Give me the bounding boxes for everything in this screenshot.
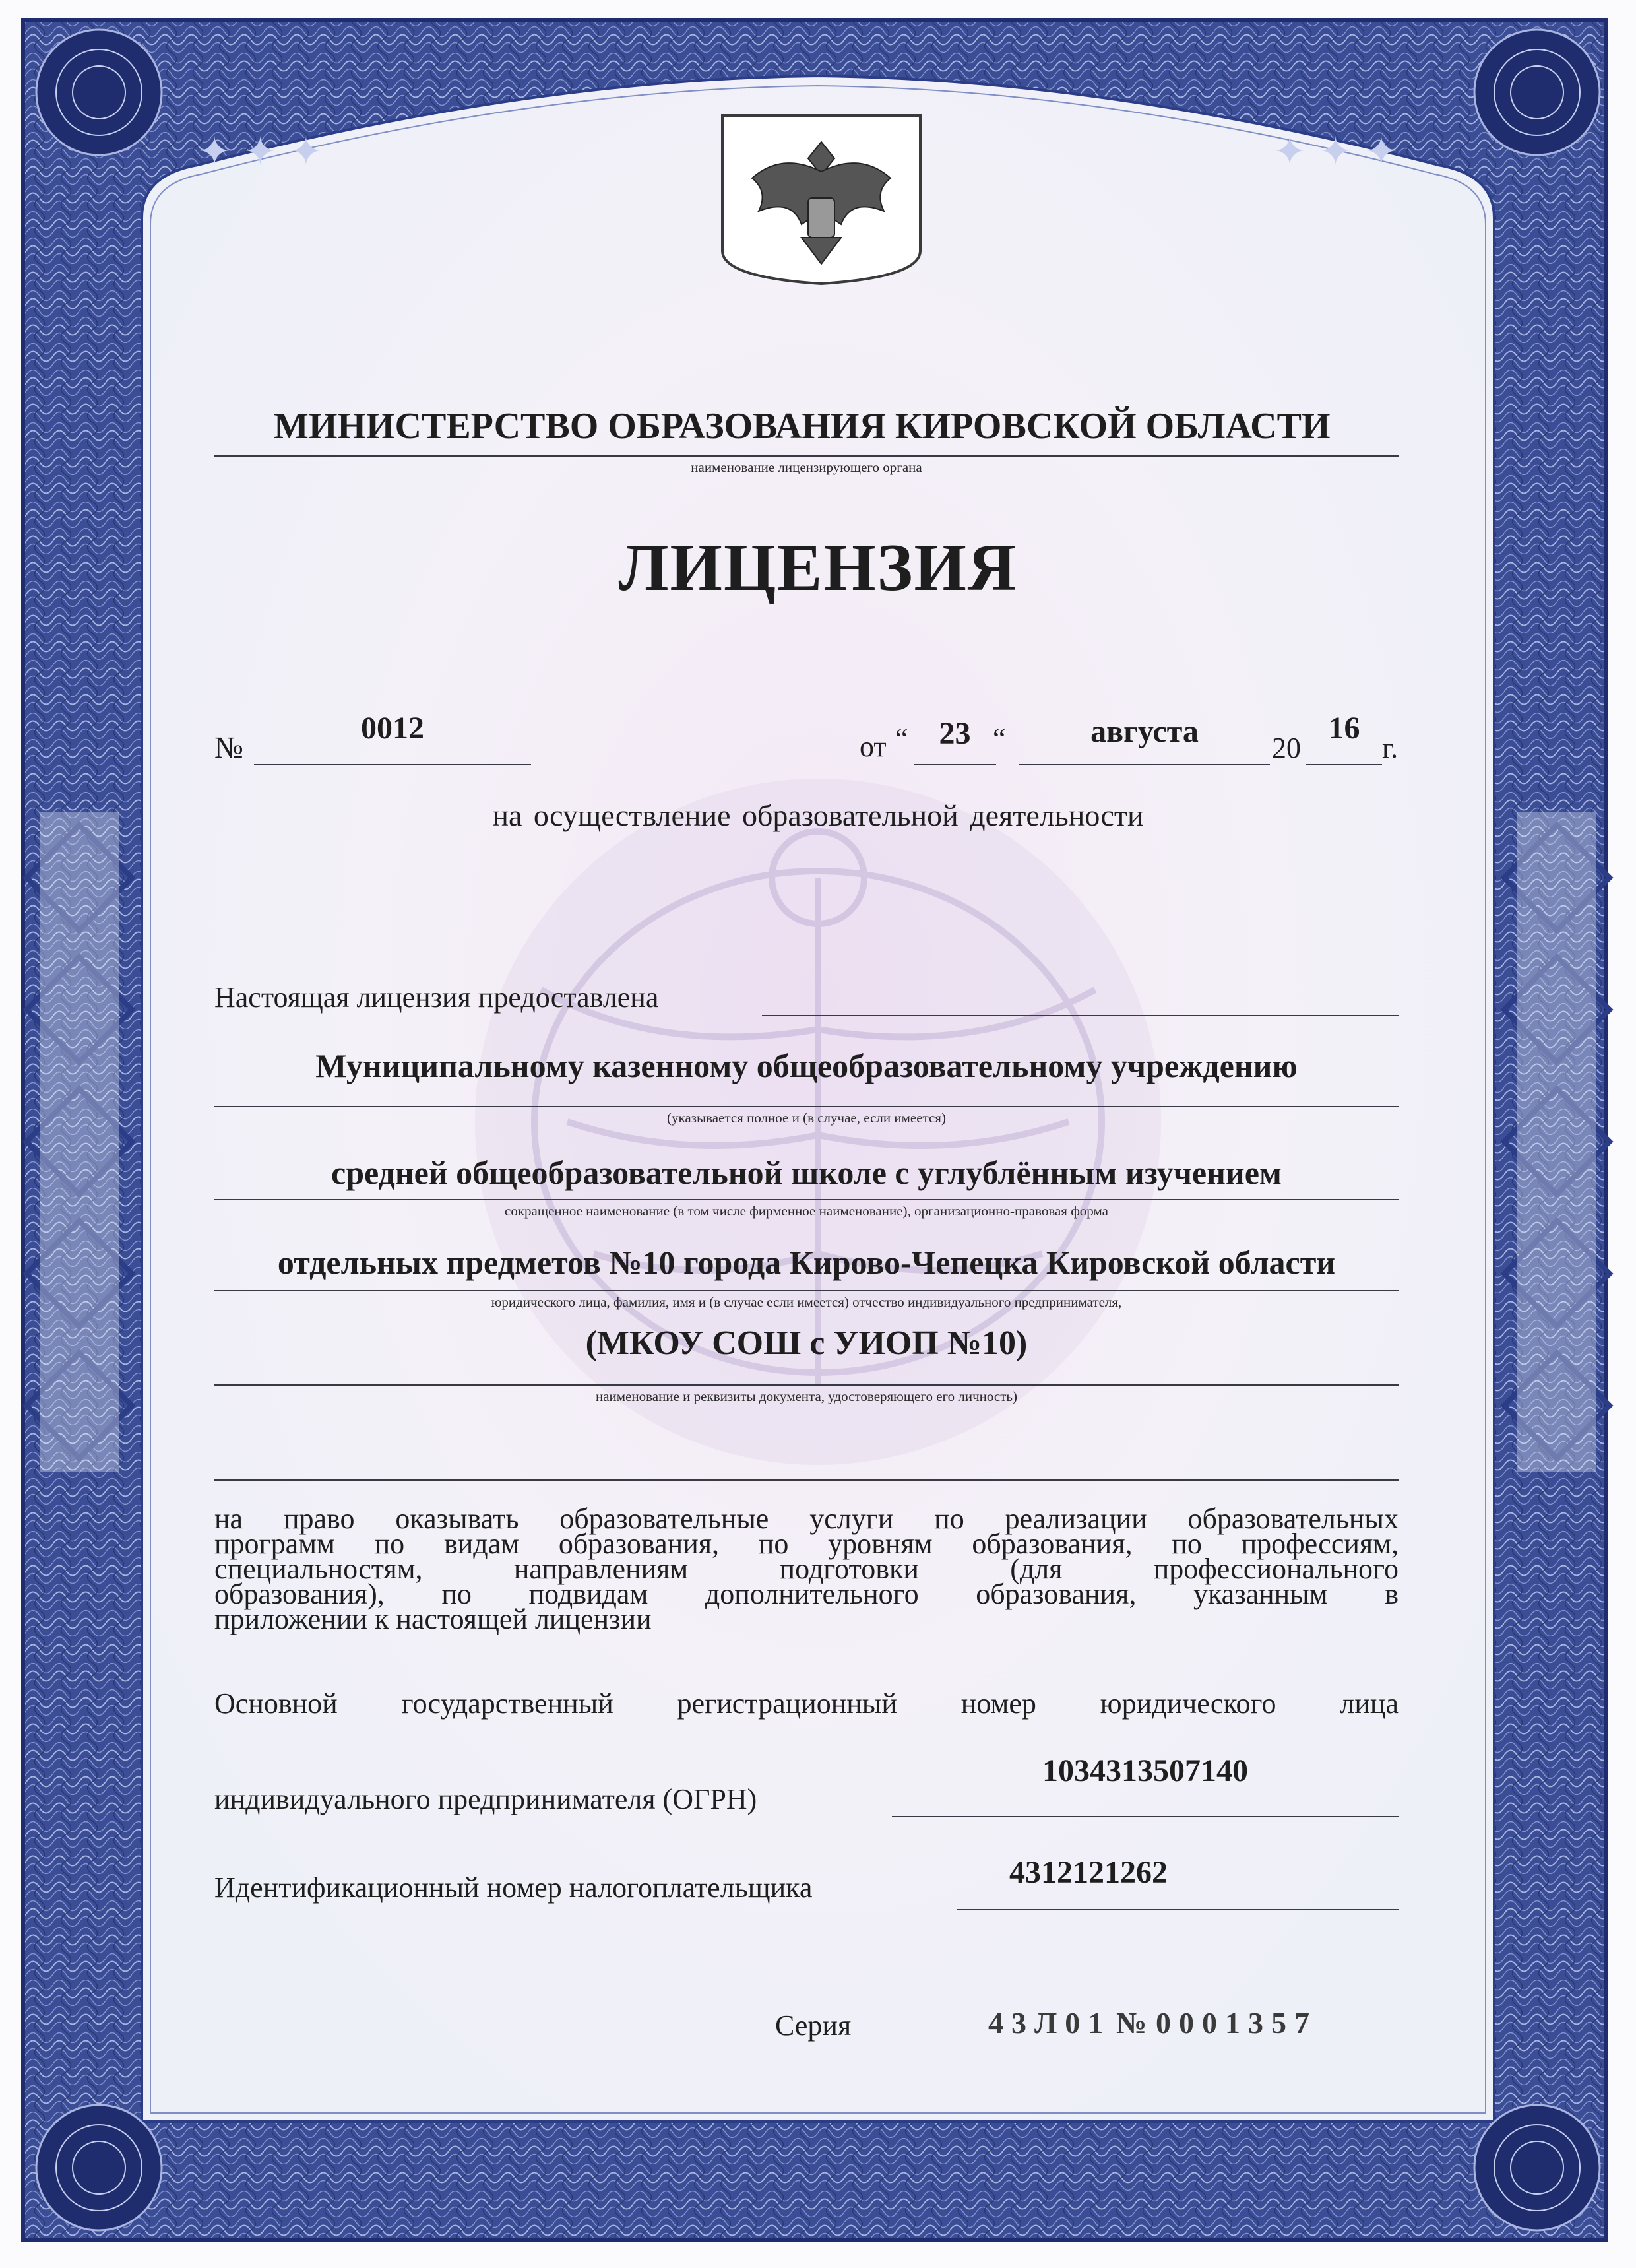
rights-line: специальностям, направлениям подготовки (для профессионального — [214, 1553, 1399, 1585]
grantee-line-1: Муниципальному казенному общеобразовательному учреждению — [315, 1047, 1298, 1084]
authority-underline — [214, 455, 1399, 457]
authority-name: МИНИСТЕРСТВО ОБРАЗОВАНИЯ КИРОВСКОЙ ОБЛАСТИ — [274, 406, 1331, 447]
activity-text: на осуществление образовательной деятельности — [492, 798, 1144, 832]
year-suffix: г. — [1382, 732, 1399, 764]
ogrn-label-text: Основной государственный регистрационный номер юридического лица — [214, 1687, 1399, 1720]
document-title: ЛИЦЕНЗИЯ — [618, 531, 1018, 605]
open-quote: “ — [895, 723, 908, 755]
series-value: 43Л01 — [988, 2006, 1112, 2040]
coat-of-arms-icon — [722, 115, 920, 284]
inn-value: 4312121262 — [1009, 1855, 1168, 1890]
grantee-line-3: отдельных предметов №10 города Кирово-Чепецка Кировской области — [277, 1244, 1336, 1281]
year-prefix: 20 — [1272, 732, 1301, 764]
license-day: 23 — [939, 716, 971, 751]
ogrn-label-line-2: индивидуального предпринимателя (ОГРН) — [214, 1783, 757, 1815]
close-quote: “ — [993, 723, 1006, 755]
grantee-caption-3: юридического лица, фамилия, имя и (в случае если имеется) отчество индивидуального предпринимателя, — [491, 1294, 1122, 1310]
svg-text:✦ ✦ ✦: ✦ ✦ ✦ — [198, 129, 323, 175]
date-prefix: от — [860, 730, 887, 763]
license-year: 16 — [1328, 711, 1360, 746]
grantee-line-4: (МКОУ СОШ с УИОП №10) — [585, 1324, 1028, 1362]
month-underline — [1019, 764, 1270, 765]
grantee-label: Настоящая лицензия предоставлена — [214, 981, 659, 1014]
license-number: 0012 — [361, 711, 424, 746]
ogrn-underline — [892, 1816, 1399, 1817]
grantee-label-underline — [762, 1015, 1399, 1016]
grantee-underline-4 — [214, 1384, 1399, 1386]
rights-line: программ по видам образования, по уровням образования, по профессиям, — [214, 1528, 1399, 1560]
number-underline — [254, 764, 531, 765]
grantee-caption-2: сокращенное наименование (в том числе фирменное наименование), организационно-правовая форма — [505, 1203, 1108, 1219]
grantee-underline-3 — [214, 1290, 1399, 1291]
grantee-caption-4: наименование и реквизиты документа, удостоверяющего его личность) — [596, 1388, 1017, 1404]
grantee-line-2: средней общеобразовательной школе с углублённым изучением — [331, 1154, 1282, 1191]
grantee-underline-2 — [214, 1199, 1399, 1200]
rights-paragraph — [214, 1503, 1399, 1635]
license-month: августа — [1090, 714, 1199, 749]
ogrn-label-line-1 — [214, 1687, 1399, 1720]
svg-text:✦ ✦ ✦: ✦ ✦ ✦ — [1273, 129, 1398, 175]
series-number: 0001357 — [1156, 2006, 1317, 2040]
year-underline — [1306, 764, 1382, 765]
number-label: № — [214, 730, 243, 764]
rights-line: приложении к настоящей лицензии — [214, 1603, 652, 1635]
grantee-blank-underline — [214, 1479, 1399, 1481]
day-underline — [914, 764, 996, 765]
rights-line: образования), по подвидам дополнительного образования, указанным в — [214, 1578, 1399, 1610]
inn-underline — [957, 1909, 1399, 1910]
authority-caption: наименование лицензирующего органа — [691, 459, 922, 475]
grantee-underline-1 — [214, 1106, 1399, 1107]
inn-label: Идентификационный номер налогоплательщика — [214, 1871, 813, 1904]
series-number-sign: № — [1116, 2006, 1147, 2040]
rights-line: на право оказывать образовательные услуги по реализации образовательных — [214, 1503, 1399, 1535]
series-label: Серия — [775, 2009, 852, 2042]
grantee-caption-1: (указывается полное и (в случае, если имеется) — [667, 1110, 946, 1126]
ogrn-value: 1034313507140 — [1042, 1753, 1248, 1788]
